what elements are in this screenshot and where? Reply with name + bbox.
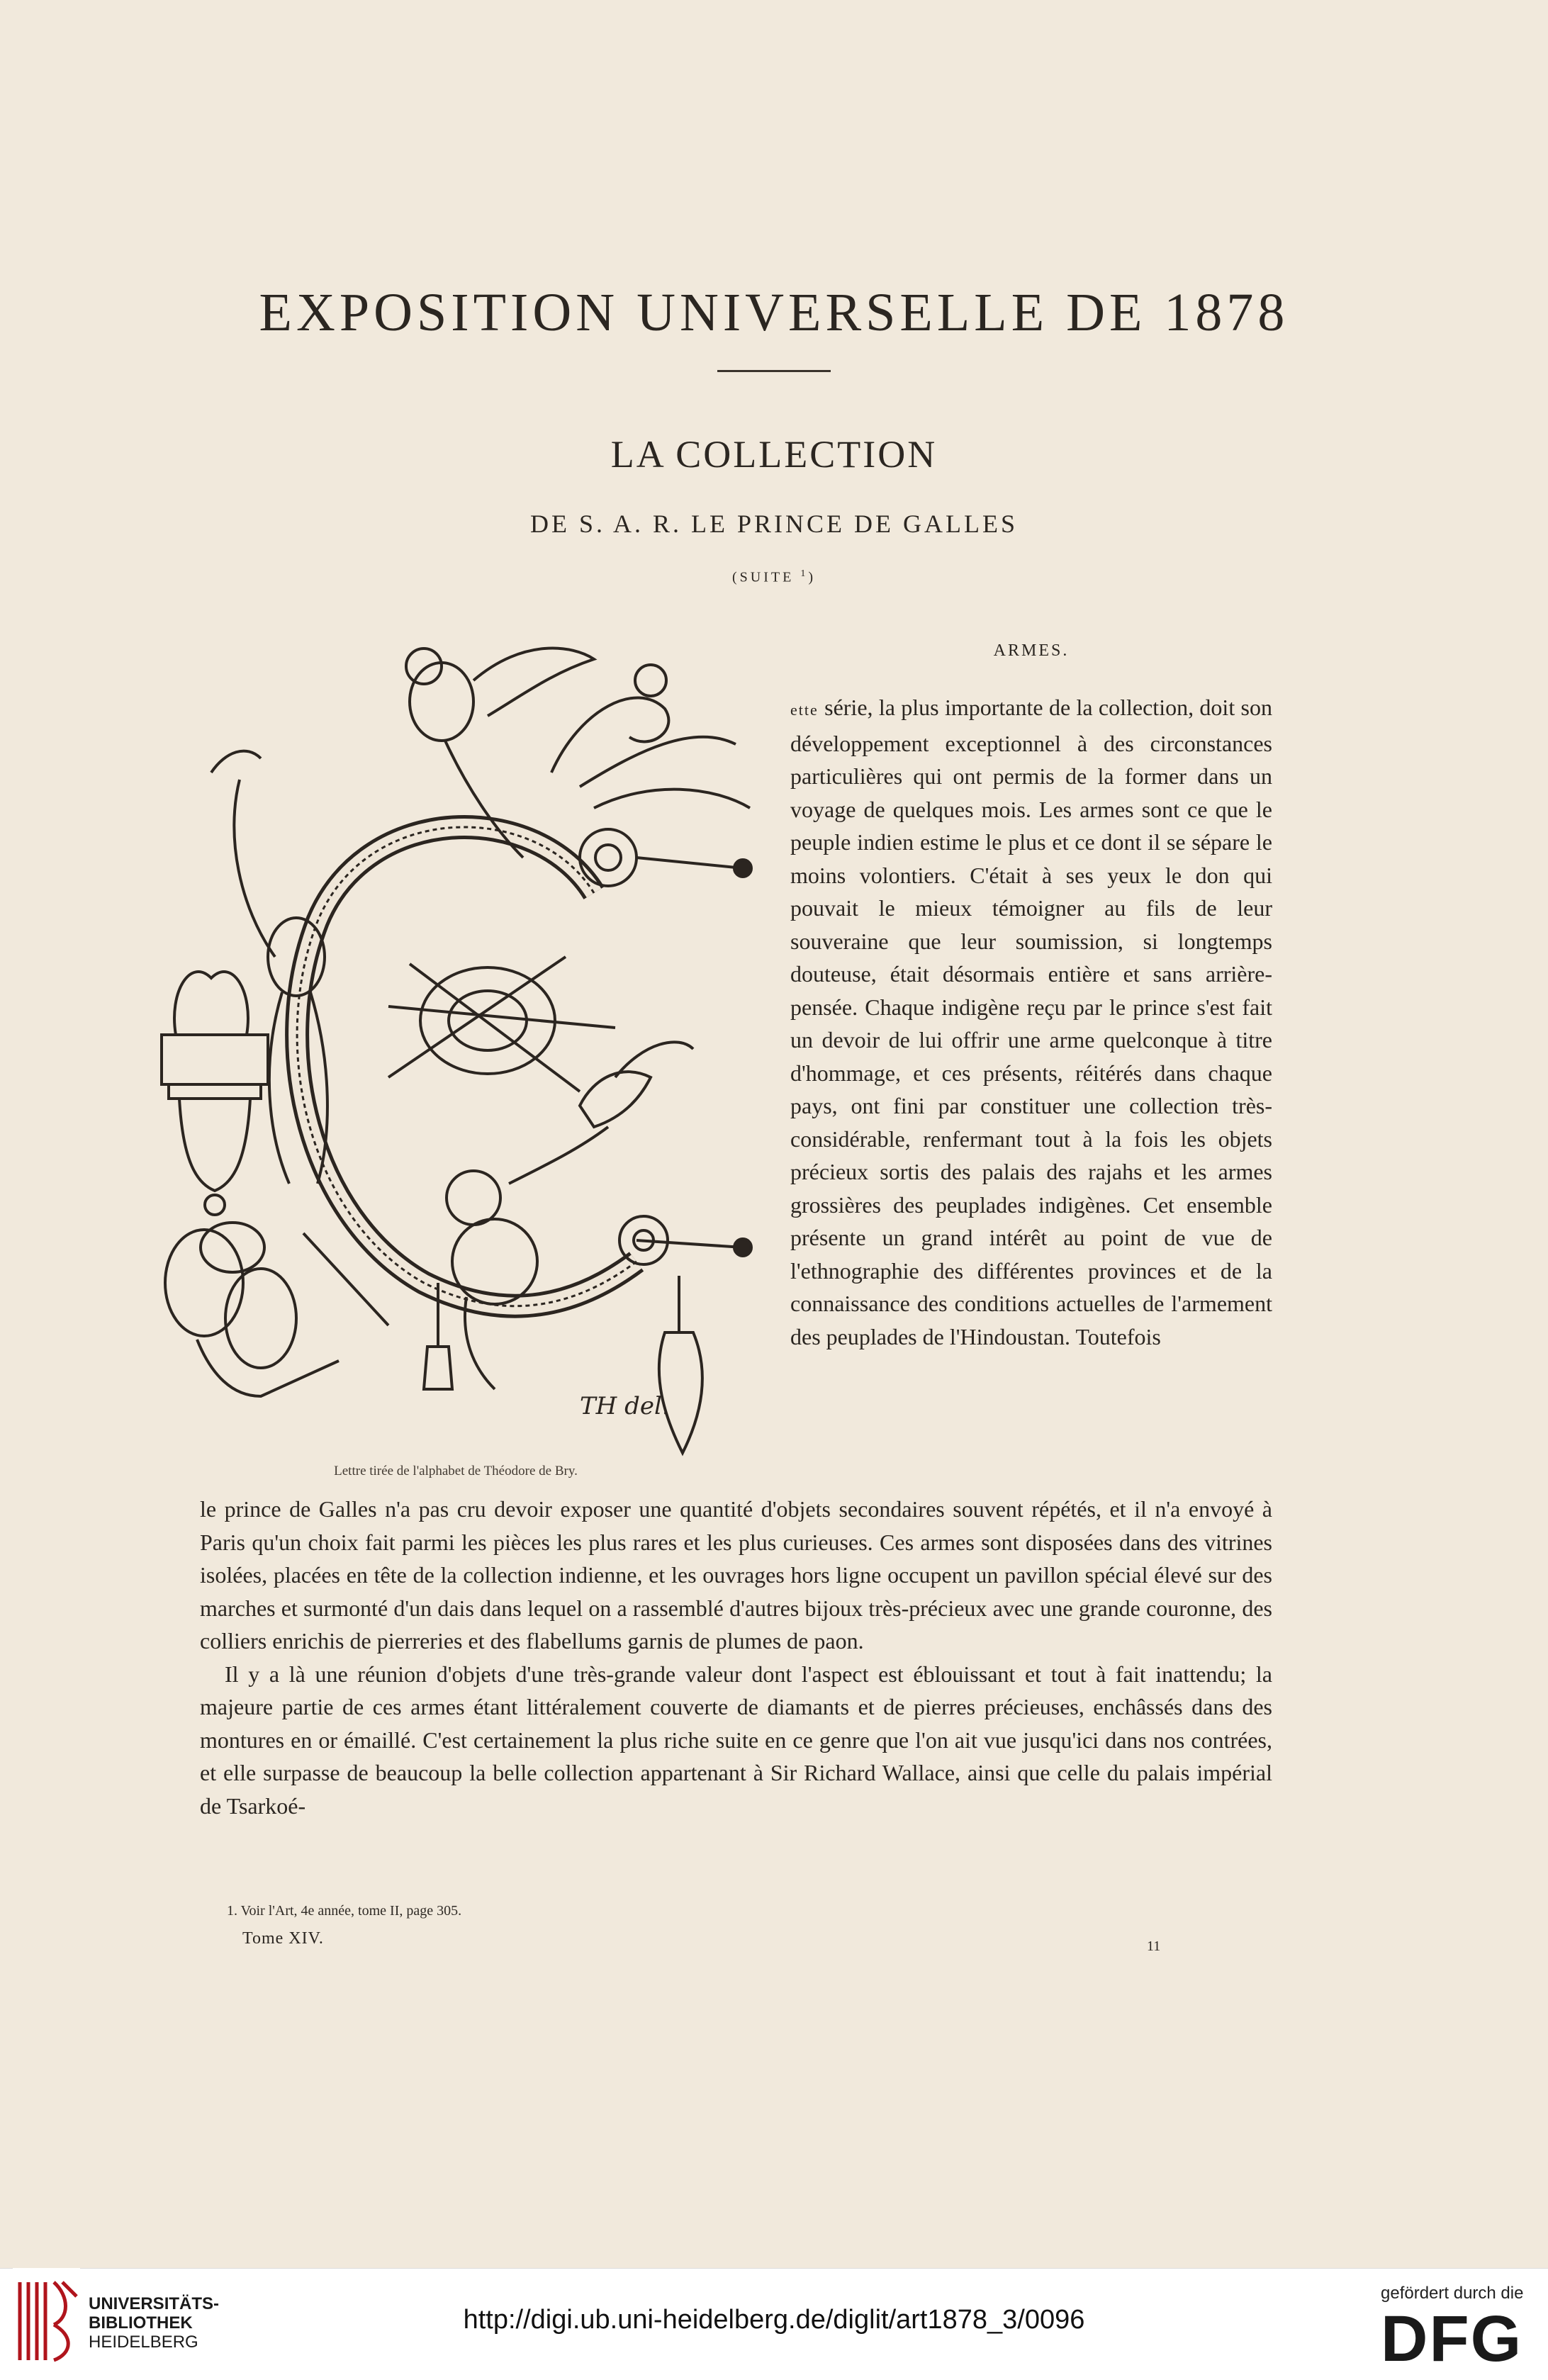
illustration-caption: Lettre tirée de l'alphabet de Théodore de Bry.	[334, 1464, 578, 1478]
footnote: 1. Voir l'Art, 4e année, tome II, page 305.	[227, 1903, 462, 1919]
article-column	[790, 691, 1272, 1353]
illustration-signature: TH del.	[580, 1392, 670, 1420]
dfg-logo[interactable]: DFG	[1381, 2303, 1523, 2375]
column-text: série, la plus importante de la collection, doit son développement exceptionnel à des circonstances particulières qui ont permis de la former dans un voyage de quelques mois. Les armes sont ce que le peuple indien estime le plus et ce dont il se sépare le moins volontiers. C'était à ses yeux le don qui pouvait le mieux témoigner au fils de leur souveraine que leur soumission, si longtemps douteuse, était désormais entière et sans arrière-pensée. Chaque indigène reçu par le prince s'est fait un devoir de lui offrir une arme quelconque à titre d'hommage, et ces présents, réitérés dans chaque pays, ont fini par constituer une collection très-considérable, renfermant tout à la fois les objets précieux sortis des palais des rajahs et les armes grossières des peuplades indigènes. Cet ensemble présente un grand intérêt au point de vue de l'ethnographie des différentes provinces et de la connaissance des conditions actuelles de l'armement des peuplades de l'Hindoustan. Toutefois	[790, 695, 1273, 1349]
article-body	[200, 1493, 1272, 1822]
article-subtitle: DE S. A. R. LE PRINCE DE GALLES	[529, 510, 1018, 538]
page-title: EXPOSITION UNIVERSELLE DE 1878	[259, 283, 1289, 342]
paragraph-2: Il y a là une réunion d'objets d'une très-grande valeur dont l'aspect est éblouissant et tout à fait inattendu; la majeure partie de ces armes étant littéralement couverte de diamants et de pierres précieuses, enchâssés dans des montures en or émaillé. C'est certainement la plus riche suite en ce genre que l'on ait vue jusqu'ici dans nos contrées, et elle surpasse de beaucoup la belle collection appartenant à Sir Richard Wallace, ainsi que celle du palais impérial de Tsarkoé-	[200, 1661, 1272, 1819]
section-heading: ARMES.	[993, 641, 1070, 660]
drop-cap-continuation: ette	[790, 701, 819, 719]
paragraph-1: le prince de Galles n'a pas cru devoir exposer une quantité d'objets secondaires souvent répétés, et il n'a envoyé à Paris qu'un choix fait parmi les pièces les plus rares et les plus curieuses. Ces armes sont disposées dans des vitrines isolées, placées en tête de la collection indienne, et les ouvrages hors ligne occupent un pavillon spécial élevé sur des marches et surmonté d'un dais dans lequel on a rassemblé d'autres bijoux très-précieux avec une grande couronne, des colliers enrichis de pierreries et des flabellums garnis de plumes de paon.	[200, 1496, 1272, 1654]
library-name[interactable]: UNIVERSITÄTS- BIBLIOTHEK HEIDELBERG	[89, 2294, 220, 2352]
permalink-url[interactable]: http://digi.ub.uni-heidelberg.de/diglit/art1878_3/0096	[463, 2305, 1085, 2335]
tome-label: Tome XIV.	[242, 1929, 324, 1948]
title-divider	[717, 370, 831, 372]
page-number: 11	[1147, 1938, 1161, 1954]
article-title: LA COLLECTION	[610, 433, 938, 476]
ornamental-letter-c-icon	[155, 624, 757, 1467]
suite-note: (SUITE $^1$)	[732, 568, 816, 585]
funding-note: gefördert durch die	[1381, 2284, 1524, 2303]
